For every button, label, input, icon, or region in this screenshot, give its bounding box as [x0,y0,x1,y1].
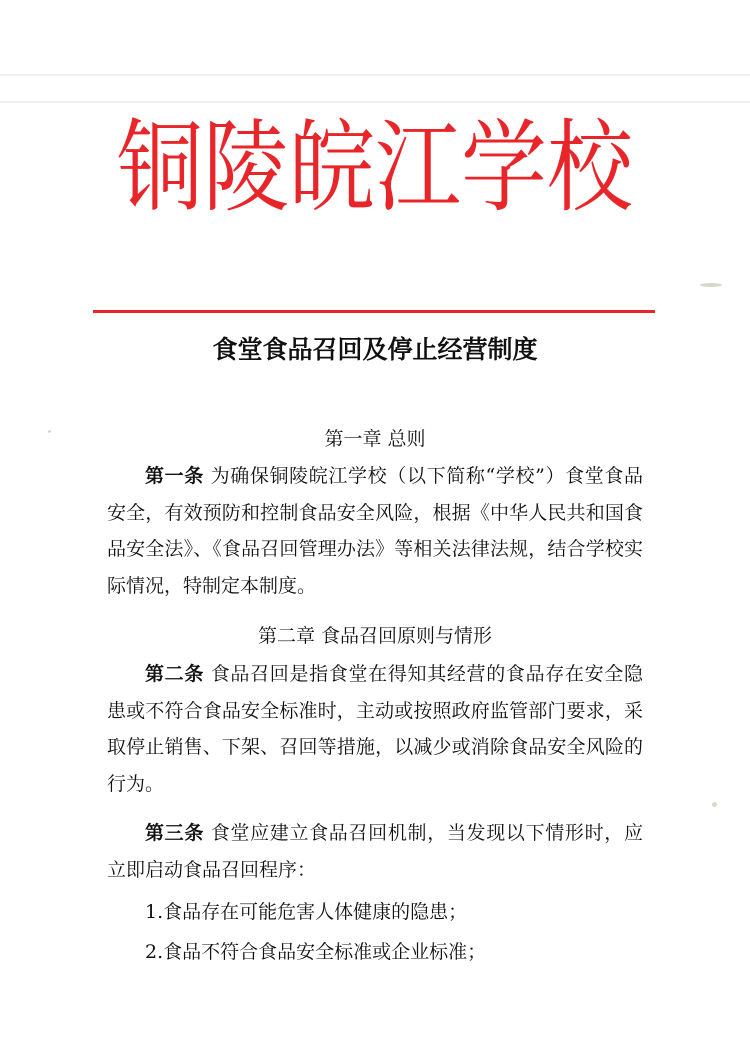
document-title: 食堂食品召回及停止经营制度 [212,335,538,364]
scan-speck [712,802,717,807]
article-2-text: 食品召回是指食堂在得知其经营的食品存在安全隐患或不符合食品安全标准时，主动或按照政府监管部门要求，采取停止销售、下架、召回等措施，以减少或消除食品安全风险的行为。 [107,663,643,795]
letterhead-red-rule [93,310,655,313]
scan-speck [48,430,51,433]
chapter-1-heading: 第一章 总则 [324,428,426,450]
article-1-label: 第一条 [145,465,204,487]
letterhead-school-name: 铜陵皖江学校 [117,109,633,226]
article-3-label: 第三条 [145,822,205,844]
scan-artifact-line [0,101,750,103]
scan-speck [700,283,722,287]
article-3 [107,815,643,888]
article-2-label: 第二条 [145,663,205,685]
list-item: 2.食品不符合食品安全标准或企业标准； [145,941,487,963]
chapter-2-heading: 第二章 食品召回原则与情形 [257,625,493,647]
scan-artifact-line [0,74,750,76]
list-item: 1.食品存在可能危害人体健康的隐患； [145,901,468,923]
article-2 [107,656,643,802]
article-3-text: 食堂应建立食品召回机制，当发现以下情形时，应立即启动食品召回程序： [107,822,643,881]
article-1-text: 为确保铜陵皖江学校（以下简称“学校”）食堂食品安全，有效预防和控制食品安全风险，根据《中华人民共和国食品安全法》、《食品召回管理办法》等相关法律法规，结合学校实际情况，特制定本制度。 [107,465,643,597]
article-1 [107,458,643,604]
